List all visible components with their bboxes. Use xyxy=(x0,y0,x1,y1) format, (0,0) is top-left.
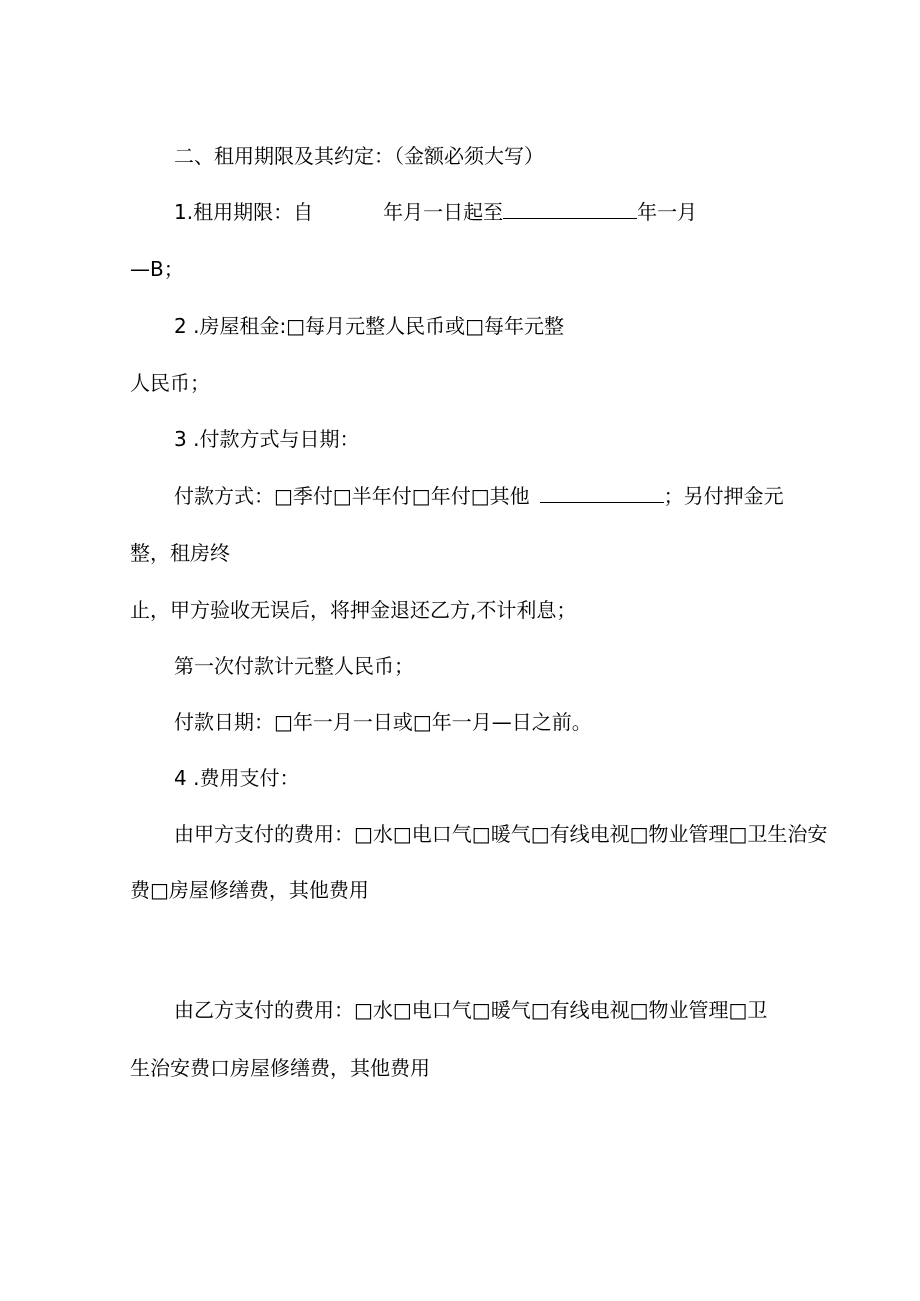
party-b-fees-line-2: 生治安费口房屋修缮费，其他费用 xyxy=(130,1056,430,1080)
payment-other-blank xyxy=(540,482,664,503)
payment-method-line xyxy=(174,482,784,510)
rent-continuation: 人民币； xyxy=(130,371,210,395)
rental-term-continuation: —B； xyxy=(130,257,184,281)
rental-term-end-blank xyxy=(503,198,637,219)
deposit-text: ；另付押金元 xyxy=(663,484,784,508)
payment-title: 3 .付款方式与日期： xyxy=(174,427,360,451)
rental-term-label: 1.租用期限：自 xyxy=(174,200,314,224)
party-a-fees-line-2: 费□房屋修缮费，其他费用 xyxy=(130,878,369,902)
first-payment-line: 第一次付款计元整人民币； xyxy=(174,654,414,678)
party-a-fees-line-1: 由甲方支付的费用：□水□电口气□暖气□有线电视□物业管理□卫生治安 xyxy=(174,822,828,846)
rent-line: 2 .房屋租金:□每月元整人民币或□每年元整 xyxy=(174,314,564,338)
party-b-fees-line-1: 由乙方支付的费用：□水□电口气□暖气□有线电视□物业管理□卫 xyxy=(174,998,768,1022)
deposit-continuation-1: 整，租房终 xyxy=(130,541,230,565)
rental-term-middle: 年月一日起至 xyxy=(383,200,504,224)
rental-term-end: 年一月 xyxy=(637,200,698,224)
deposit-continuation-2: 止，甲方验收无误后，将押金退还乙方,不计利息； xyxy=(130,598,577,622)
fees-title: 4 .费用支付： xyxy=(174,766,300,790)
payment-date-line: 付款日期：□年一月一日或□年一月—日之前。 xyxy=(174,710,592,734)
section-title: 二、租用期限及其约定：（金额必须大写） xyxy=(174,144,544,168)
payment-method-label: 付款方式：□季付□半年付□年付□其他 xyxy=(174,484,530,508)
rental-term-line xyxy=(174,198,697,226)
